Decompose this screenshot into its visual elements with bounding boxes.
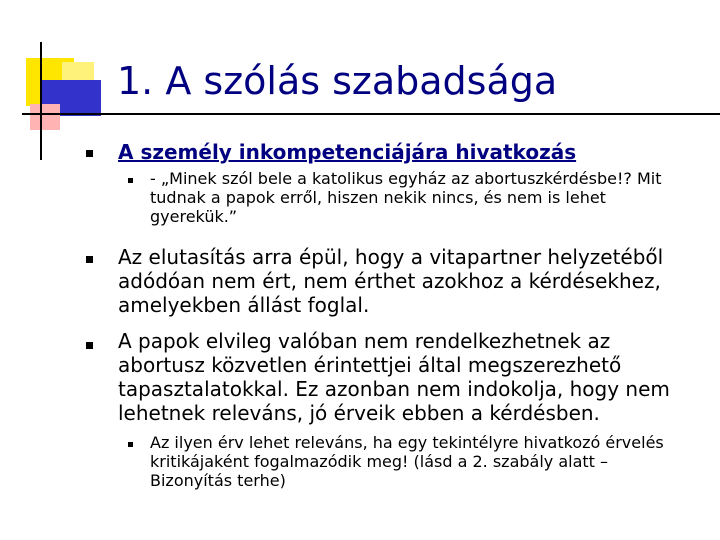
bullet-marker <box>86 256 93 263</box>
decor-pink-square <box>30 104 60 130</box>
decor-vertical-line <box>40 42 42 160</box>
slide-title: 1. A szólás szabadsága <box>117 59 558 103</box>
bullet-2-text: Az elutasítás arra épül, hogy a vitapartner helyzetéből adódóan nem ért, nem érthet azokhoz a kérdésekhez, amelyekben állást foglal. <box>118 245 664 317</box>
bullet-1-sub-1-text: - „Minek szól bele a katolikus egyház az abortuszkérdésbe!? Mit tudnak a papok erről, hiszen nekik nincs, és nem is lehet gyerekük.” <box>150 169 662 227</box>
sub-bullet-marker <box>128 442 133 447</box>
bullet-marker <box>86 342 93 349</box>
bullet-1-text: A személy inkompetenciájára hivatkozás <box>118 140 577 164</box>
sub-bullet-marker <box>128 178 133 183</box>
decor-horizontal-line <box>22 113 720 115</box>
bullet-3-text: A papok elvileg valóban nem rendelkezhetnek az abortusz közvetlen érintettjei által megszerezhető tapasztalatokkal. Ez azonban nem indokolja, hogy nem lehetnek releváns, jó érveik ebben a kérdésben. <box>118 329 670 425</box>
bullet-marker <box>86 150 93 157</box>
bullet-3-sub-1-text: Az ilyen érv lehet releváns, ha egy tekintélyre hivatkozó érvelés kritikájaként fogalmazódik meg! (lásd a 2. szabály alatt – Bizonyítás terhe) <box>150 433 664 491</box>
